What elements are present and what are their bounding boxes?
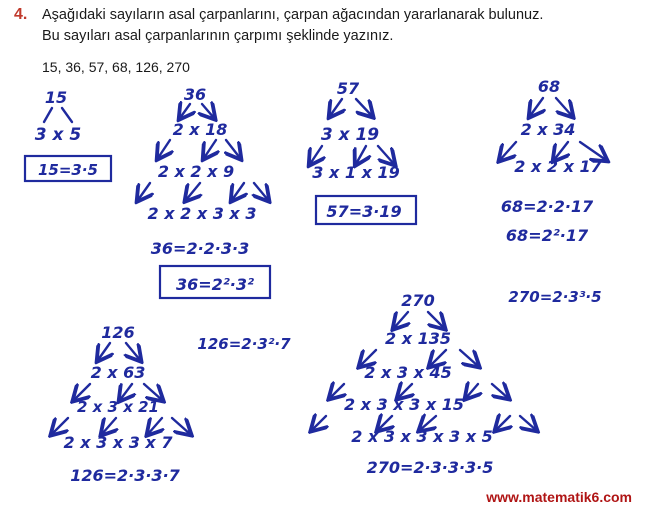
- tree270-result: 270=2·3·3·3·5: [366, 458, 494, 477]
- factor-tree-15: [25, 88, 111, 181]
- tree126-branch: [52, 418, 68, 434]
- tree57-root: 57: [336, 79, 360, 98]
- tree36-branch: [202, 104, 214, 118]
- tree36-result-exponent: 36=2²·3²: [175, 275, 255, 294]
- tree57-result: 57=3·19: [326, 202, 402, 221]
- tree36-branch: [186, 183, 200, 200]
- tree270-branch: [394, 312, 408, 328]
- tree36-result: 36=2·2·3·3: [150, 239, 250, 258]
- tree36-branch: [180, 104, 190, 118]
- tree270-branch: [428, 312, 444, 328]
- tree57-row2: 3 x 1 x 19: [312, 163, 400, 182]
- tree270-row4: 2 x 3 x 3 x 3 x 5: [351, 427, 493, 446]
- factor-tree-57: [310, 79, 416, 224]
- tree57-branch: [330, 99, 342, 116]
- tree270-root: 270: [401, 291, 435, 310]
- tree57-branch: [356, 146, 366, 164]
- tree126-branch: [148, 418, 162, 434]
- tree68-result: 68=2·2·17: [500, 197, 594, 216]
- tree126-root: 126: [101, 323, 135, 342]
- factor-tree-36: [138, 85, 270, 298]
- tree36-branch: [254, 183, 268, 200]
- tree270-row2: 2 x 3 x 45: [364, 363, 452, 382]
- question-text-line2: Bu sayıları asal çarpanlarının çarpımı şeklinde yazınız.: [42, 28, 394, 44]
- tree126-branch: [126, 343, 140, 360]
- tree126-row3: 2 x 3 x 3 x 7: [63, 433, 173, 452]
- tree36-branch: [158, 140, 170, 158]
- tree68-result-exponent: 68=2²·17: [505, 226, 589, 245]
- tree68-branch: [556, 98, 572, 116]
- tree57-branch: [356, 99, 372, 116]
- tree57-row1: 3 x 19: [320, 125, 380, 145]
- factor-tree-68: [500, 77, 606, 245]
- tree68-row1: 2 x 34: [520, 120, 576, 139]
- tree36-row3: 2 x 2 x 3 x 3: [147, 204, 257, 223]
- tree15-row1: 3 x 5: [34, 125, 82, 145]
- tree36-branch: [138, 183, 150, 200]
- tree36-branch: [226, 140, 240, 158]
- tree126-result: 126=2·3·3·7: [70, 466, 180, 485]
- tree36-row2: 2 x 2 x 9: [157, 162, 235, 181]
- tree57-branch: [310, 146, 322, 164]
- tree126-branch: [172, 418, 190, 434]
- tree15-branch: [44, 108, 52, 122]
- tree126-row2: 2 x 3 x 21: [77, 398, 159, 416]
- tree68-row2: 2 x 2 x 17: [514, 157, 602, 176]
- tree15-branch: [62, 108, 72, 122]
- tree68-branch: [530, 98, 543, 116]
- tree15-root: 15: [44, 88, 68, 107]
- tree270-branch: [312, 416, 326, 430]
- tree36-branch: [204, 140, 216, 158]
- tree126-branch: [98, 343, 110, 360]
- factor-tree-126: [52, 323, 291, 485]
- question-number: 4.: [14, 6, 28, 23]
- tree270-branch: [496, 416, 510, 430]
- tree126-branch: [102, 418, 116, 434]
- tree270-branch: [330, 384, 344, 398]
- tree270-branch: [466, 384, 478, 398]
- tree15-result: 15=3·5: [37, 161, 99, 179]
- tree126-result-exponent: 126=2·3²·7: [197, 335, 291, 353]
- website-watermark[interactable]: www.matematik6.com: [486, 489, 632, 505]
- tree126-row1: 2 x 63: [90, 363, 146, 382]
- tree68-root: 68: [537, 77, 561, 96]
- tree270-branch: [460, 350, 478, 366]
- tree270-result-exponent: 270=2·3³·5: [508, 288, 602, 306]
- tree36-branch: [232, 183, 244, 200]
- tree270-row1: 2 x 135: [385, 329, 451, 348]
- tree36-root: 36: [183, 85, 207, 104]
- number-list: 15, 36, 57, 68, 126, 270: [42, 59, 190, 75]
- tree36-row1: 2 x 18: [172, 120, 228, 139]
- tree270-branch: [520, 416, 536, 430]
- tree57-branch: [378, 146, 394, 164]
- factor-tree-270: [312, 288, 602, 477]
- tree270-branch: [492, 384, 508, 398]
- tree270-row3: 2 x 3 x 3 x 15: [343, 395, 465, 414]
- question-text-line1: Aşağıdaki sayıların asal çarpanlarını, çarpan ağacından yararlanarak bulunuz.: [42, 7, 544, 23]
